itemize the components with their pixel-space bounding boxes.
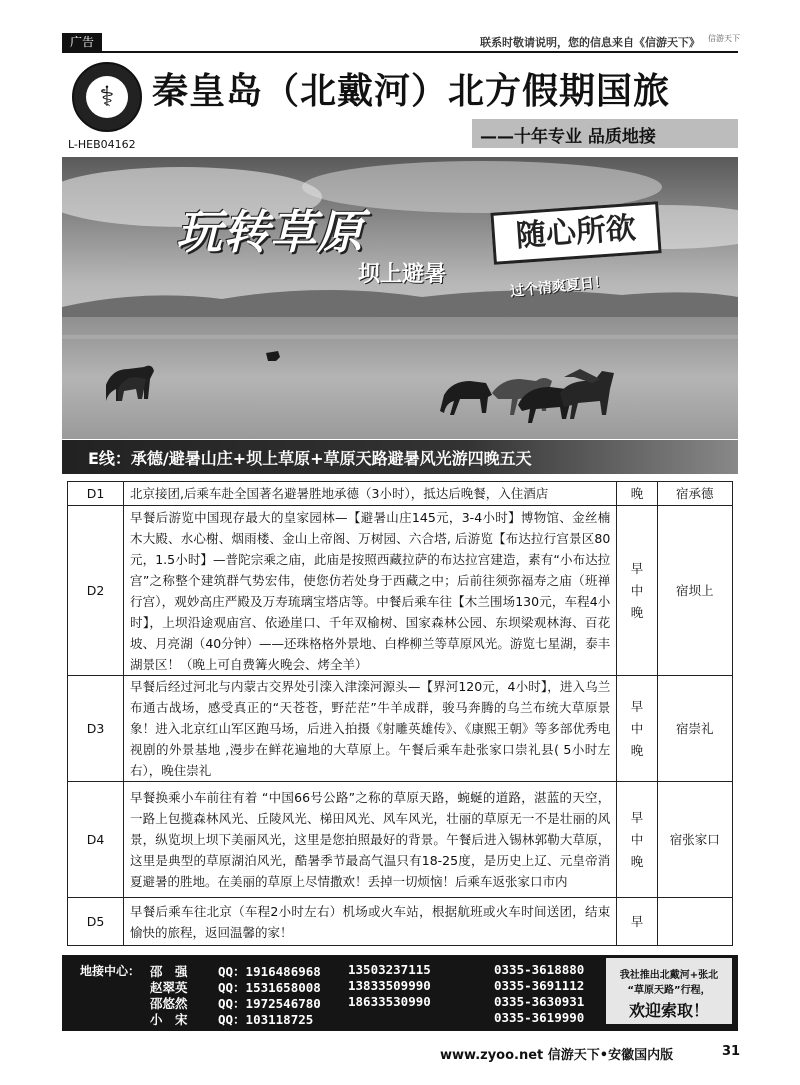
meal-item: 晚	[630, 742, 644, 758]
day-description: 早餐后经过河北与内蒙古交界处引滦入津滦河源头—【界河120元，4小时】，进入乌兰布通古战场，感受真正的“天苍苍，野茫茫”牛羊成群，骏马奔腾的乌兰布统大草原景象！进入北京红山军区跑马场，后进入拍摄《射雕英雄传》、《康熙王朝》等多部优秀电视剧的外景基地 ,漫步在鲜花遍地的大草原上。午餐后乘车赴张家口崇礼县( 5小时左右），晚住崇礼	[124, 676, 617, 782]
day-label: D1	[68, 482, 124, 506]
hero-photo	[62, 157, 738, 439]
itinerary-row-d3	[68, 676, 733, 782]
meal-item: 晚	[630, 604, 644, 620]
company-slogan: ——十年专业 品质地接	[480, 127, 656, 147]
day-description: 早餐后乘车往北京（车程2小时左右）机场或火车站，根据航班或火车时间送团，结束愉快的旅程，返回温馨的家！	[124, 898, 617, 946]
contact-mobile: 18633530990	[348, 994, 431, 1009]
meal-item: 晚	[630, 485, 644, 501]
hotel: 宿坝上	[657, 506, 732, 676]
ad-label: 广告	[62, 33, 102, 51]
contact-name: 小 宋	[150, 1012, 188, 1027]
route-title: E线：承德/避暑山庄+坝上草原+草原天路避暑风光游四晚五天	[88, 449, 532, 468]
hero-headline: 玩转草原	[176, 205, 364, 259]
contact-phone: 0335-3619990	[494, 1010, 585, 1025]
day-description: 早餐换乘小车前往有着 “中国66号公路”之称的草原天路，蜿蜒的道路，湛蓝的天空，一路上包揽森林风光、丘陵风光、梯田风光、风车风光，壮丽的草原无一不是壮丽的风景，纵览坝上坝下美丽风光，这里是您拍照最好的背景。午餐后进入锡林郭勒大草原，这里是典型的草原湖泊风光，酷暑季节最高气温只有18-25度，是历史上辽、元皇帝消夏避暑的胜地。在美丽的草原上尽情撒欢！丢掉一切烦恼！后乘车返张家口市内	[124, 782, 617, 898]
meal-item: 早	[630, 913, 644, 929]
meal-item: 早	[630, 809, 644, 825]
hero-tagline: 过个清爽夏日！	[509, 273, 609, 301]
contact-qq: QQ：1972546780	[218, 996, 321, 1011]
hotel: 宿崇礼	[657, 676, 732, 782]
itinerary-row-d5	[68, 898, 733, 946]
magazine-brand: 信游天下	[708, 34, 740, 43]
meal-item: 中	[630, 582, 644, 598]
contact-mobile: 13833509990	[348, 978, 431, 993]
hotel: 宿张家口	[657, 782, 732, 898]
itinerary-row-d1	[68, 482, 733, 506]
meal-item: 晚	[630, 853, 644, 869]
contact-phone: 0335-3691112	[494, 978, 585, 993]
contact-mobile: 13503237115	[348, 962, 431, 977]
day-description: 早餐后游览中国现存最大的皇家园林—【避暑山庄145元，3-4小时】博物馆、金丝楠木大殿、水心榭、烟雨楼、金山上帝阁、万树园、六合塔, 后游览【布达拉行宫景区80元，1.5小时】—普陀宗乘之庙，此庙是按照西藏拉萨的布达拉宫建造，素有“小布达拉宫”之称整个建筑群气势宏伟，使您仿若处身于西藏之中；后前往须弥福寿之庙（班禅行宫），观妙高庄严殿及万寿琉璃宝塔店等。中餐后乘车往【木兰围场130元，车程4小时】，上坝沿途观庙宫、依逊崖口、千年双榆树、国家森林公园、东坝梁观林海、百花坡、月亮湖（40分钟）——还珠格格外景地、白桦柳兰等草原风光。游览七星湖，泰丰湖景区！（晚上可自费篝火晚会、烤全羊）	[124, 506, 617, 676]
meal-item: 早	[630, 560, 644, 576]
promo-line-1: 我社推出北戴河+张北	[619, 970, 719, 981]
itinerary-table	[67, 481, 733, 946]
contact-name: 邵悠然	[150, 996, 188, 1011]
itinerary-row-d2	[68, 506, 733, 676]
source-note: 联系时敬请说明，您的信息来自《信游天下》	[480, 36, 700, 49]
meal-item: 中	[630, 720, 644, 736]
contact-qq: QQ：1916486968	[218, 964, 321, 979]
page-number: 31	[722, 1044, 741, 1059]
contact-name: 赵翠英	[150, 980, 188, 995]
hotel: 宿承德	[657, 482, 732, 506]
promo-line-2: “草原天路”行程，	[627, 985, 711, 996]
day-label: D4	[68, 782, 124, 898]
hero-badge: 随心所欲	[490, 201, 661, 265]
hero-sub-headline: 坝上避暑	[358, 262, 447, 287]
day-label: D2	[68, 506, 124, 676]
contact-phone: 0335-3630931	[494, 994, 585, 1009]
license-number: L-HEB04162	[68, 138, 136, 151]
meals	[617, 482, 657, 506]
contact-qq: QQ：1531658008	[218, 980, 321, 995]
meals	[617, 676, 657, 782]
day-label: D5	[68, 898, 124, 946]
grassland-scene	[62, 157, 738, 439]
company-name: 秦皇岛（北戴河）北方假期国旅	[152, 71, 671, 112]
meal-item: 早	[630, 698, 644, 714]
meal-item: 中	[630, 831, 644, 847]
top-rule	[62, 51, 738, 53]
contact-label: 地接中心：	[80, 964, 141, 978]
footer-text: www.zyoo.net 信游天下•安徽国内版	[440, 1048, 674, 1063]
day-label: D3	[68, 676, 124, 782]
hotel	[657, 898, 732, 946]
contact-phone: 0335-3618880	[494, 962, 585, 977]
meals	[617, 898, 657, 946]
promo-call-to-action: 欢迎索取！	[628, 1001, 709, 1020]
meals	[617, 782, 657, 898]
contact-qq: QQ：103118725	[218, 1012, 314, 1027]
itinerary-row-d4	[68, 782, 733, 898]
contact-name: 邵 强	[150, 964, 188, 979]
meals	[617, 506, 657, 676]
day-description: 北京接团,后乘车赴全国著名避暑胜地承德（3小时），抵达后晚餐，入住酒店	[124, 482, 617, 506]
caduceus-icon: ⚕	[99, 80, 115, 113]
